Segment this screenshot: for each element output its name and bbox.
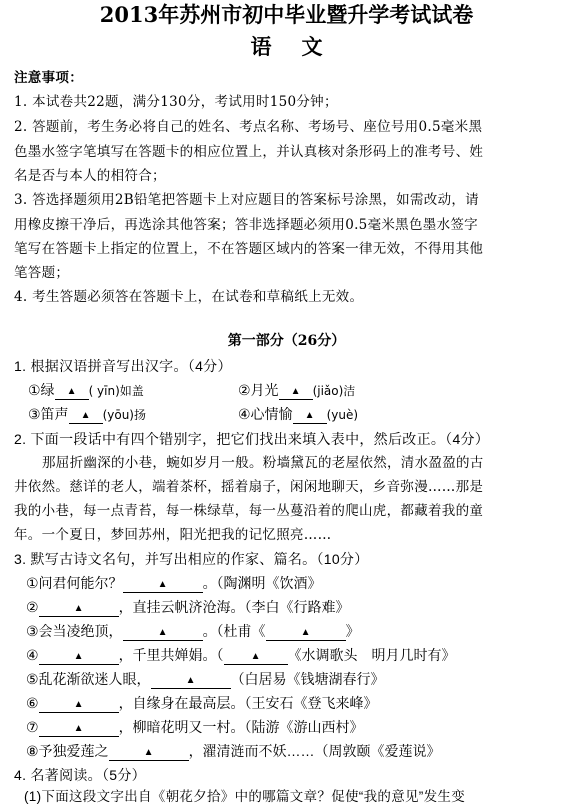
part-one-heading: 第一部分（26分） [227,333,346,349]
triangle-marker: ▲ [80,410,91,421]
triangle-marker: ▲ [290,386,301,397]
q3-item [26,622,360,641]
answer-blank [293,407,327,424]
q4-stem: 4. 名著阅读。（5分） [14,767,146,783]
notice-line: 笔写在答题卡上指定的位置上，不在答题区域内的答案一律无效，不得用其他 [14,241,484,257]
q2-paragraph-line: 年。一个夏日，梦回苏州，阳光把我的记忆照亮…… [14,527,332,543]
answer-blank [224,648,288,665]
answer-blank [39,720,119,737]
q3-item-text: （白居易《钱塘湖春行》 [230,671,385,687]
q3-item-text: ② [26,599,39,615]
notice-line: 4. 考生答题必须答在答题卡上，在试卷和草稿纸上无效。 [14,289,364,305]
notice-line: 笔答题； [14,265,70,281]
triangle-marker: ▲ [66,386,77,397]
q4-subquestion: (1)下面这段文字出自《朝花夕拾》中的哪篇文章？促使“我的意见”发生变 [24,789,465,804]
triangle-marker: ▲ [250,651,261,662]
q3-item-text: 》 [345,623,360,639]
q1-item-text: ①绿 [28,382,55,398]
q3-item-text: ，自缘身在最高层。（王安石《登飞来峰》 [118,695,378,711]
answer-blank [109,744,189,761]
answer-blank [123,576,203,593]
q3-item-text: 《水调歌头 明月几时有》 [287,647,456,663]
triangle-marker: ▲ [73,723,84,734]
q1-item [238,405,358,424]
answer-blank [266,624,346,641]
notice-line: 3. 答选择题须用2B铅笔把答题卡上对应题目的答案标号涂黑，如需改动，请 [14,192,479,208]
q3-item-text: ，千里共婵娟。（ [118,647,224,663]
triangle-marker: ▲ [143,747,154,758]
q3-item [26,742,441,761]
answer-blank [123,624,203,641]
q1-item [28,381,144,400]
q1-item [28,405,146,424]
q3-item [26,694,378,713]
q1-stem: 1. 根据汉语拼音写出汉字。（4分） [14,358,232,374]
notice-line: 用橡皮擦干净后，再选涂其他答案；答非选择题必须用0.5毫米黑色墨水签字 [14,217,478,233]
pinyin-hint: (jiǎo)洁 [312,384,356,398]
notice-line: 色墨水签字笔填写在答题卡的相应位置上，并认真核对条形码上的准考号、姓 [14,144,484,160]
q3-item [26,670,385,689]
q3-item-text: 。（陶渊明《饮酒》 [202,575,322,591]
triangle-marker: ▲ [73,699,84,710]
notice-heading: 注意事项： [14,70,83,86]
triangle-marker: ▲ [157,579,168,590]
q2-paragraph-line: 我的小巷，每一点青苔，每一株绿草，每一丛蔓沿着的爬山虎，都藏着我的童 [14,503,484,519]
q2-stem: 2. 下面一段话中有四个错别字，把它们找出来填入表中，然后改正。（4分） [14,431,490,447]
q3-item-text: ⑧予独爱莲之 [26,743,109,759]
triangle-marker: ▲ [157,627,168,638]
notice-line: 名是否与本人的相符合； [14,168,166,184]
triangle-marker: ▲ [185,675,196,686]
q3-item-text: ③会当凌绝顶， [26,623,123,639]
q3-item [26,646,456,665]
triangle-marker: ▲ [300,627,311,638]
q3-item [26,718,364,737]
triangle-marker: ▲ [73,603,84,614]
q3-item-text: ⑦ [26,719,39,735]
q2-paragraph-line: 那屈折幽深的小巷，蜿如岁月一般。粉墙黛瓦的老屋依然，清水盈盈的古 [42,455,484,471]
q1-item [238,381,355,400]
triangle-marker: ▲ [73,651,84,662]
q3-item-text: ，直挂云帆济沧海。（李白《行路难》 [118,599,350,615]
q3-item-text: ，柳暗花明又一村。（陆游《游山西村》 [118,719,364,735]
answer-blank [151,672,231,689]
q3-item-text: ①问君何能尔？ [26,575,123,591]
q1-item-text: ④心情愉 [238,406,293,422]
q1-item-text: ③笛声 [28,406,69,422]
answer-blank [55,383,89,400]
q3-stem: 3. 默写古诗文名句，并写出相应的作家、篇名。（10分） [14,551,369,567]
q3-item-text: 。（杜甫《 [202,623,266,639]
pinyin-hint: ( yīn)如盖 [88,384,144,398]
answer-blank [39,696,119,713]
q3-item [26,574,322,593]
q3-item [26,598,350,617]
notice-line: 1. 本试卷共22题，满分130分，考试用时150分钟； [14,94,338,110]
answer-blank [39,648,119,665]
pinyin-hint: (yōu)扬 [102,408,146,422]
q3-item-text: ④ [26,647,39,663]
q2-paragraph-line: 井依然。慈详的老人，端着茶杯，摇着扇子，闲闲地聊天，乡音弥漫……那是 [14,479,484,495]
notice-line: 2. 答题前，考生务必将自己的姓名、考点名称、考场号、座位号用0.5毫米黑 [14,119,483,135]
q3-item-text: ⑤乱花渐欲迷人眼， [26,671,151,687]
subject-title: 语文 [250,34,353,59]
q3-item-text: ⑥ [26,695,39,711]
answer-blank [39,600,119,617]
q1-item-text: ②月光 [238,382,279,398]
answer-blank [279,383,313,400]
triangle-marker: ▲ [304,410,315,421]
pinyin-hint: (yuè) [326,408,359,422]
answer-blank [69,407,103,424]
q3-item-text: ，濯清涟而不妖……（周敦颐《爱莲说》 [188,743,441,759]
exam-title: 2013年苏州市初中毕业暨升学考试试卷 [99,2,474,27]
